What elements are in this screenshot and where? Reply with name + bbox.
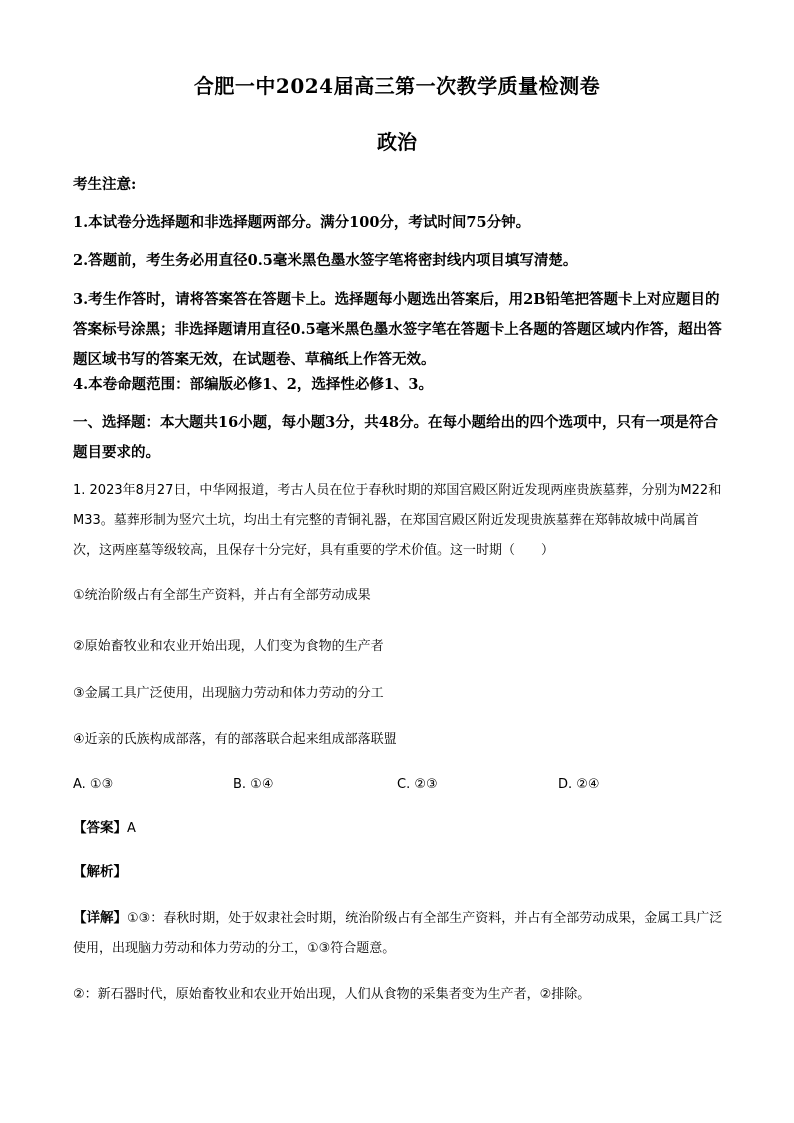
option-d[interactable]: D. ②④ <box>558 777 600 792</box>
option-b[interactable]: B. ①④ <box>233 777 274 792</box>
section-heading: 一、选择题：本大题共16小题，每小题3分，共48分。在每小题给出的四个选项中，只有一项是符合题目要求的。 <box>73 414 718 461</box>
statement-3: ③金属工具广泛使用，出现脑力劳动和体力劳动的分工 <box>73 686 384 701</box>
detail-paragraph-1 <box>73 903 723 964</box>
statement-1: ①统治阶级占有全部生产资料，并占有全部劳动成果 <box>73 588 371 603</box>
notice-item-4: 4.本卷命题范围：部编版必修1、2，选择性必修1、3。 <box>73 376 433 393</box>
detail-paragraph-2: ②：新石器时代，原始畜牧业和农业开始出现，人们从食物的采集者变为生产者，②排除。 <box>73 987 591 1002</box>
question-stem: 1. 2023年8月27日，中华网报道，考古人员在位于春秋时期的郑国宫殿区附近发现两座贵族墓葬，分别为M22和M33。墓葬形制为竖穴土坑，均出土有完整的青铜礼器，在郑国宫殿区附近发现贵族墓葬在郑韩故城中尚属首次，这两座墓等级较高，且保存十分完好，具有重要的学术价值。这一时期（ ） <box>73 483 722 558</box>
answer-tag: 【答案】 <box>73 820 127 836</box>
detail-tag: 【详解】 <box>73 910 127 926</box>
analysis-tag: 【解析】 <box>73 864 127 880</box>
statement-4: ④近亲的氏族构成部落，有的部落联合起来组成部落联盟 <box>73 732 397 747</box>
notice-heading: 考生注意: <box>73 176 137 193</box>
statement-2: ②原始畜牧业和农业开始出现，人们变为食物的生产者 <box>73 639 384 654</box>
option-c[interactable]: C. ②③ <box>397 777 438 792</box>
answer-value: A <box>127 821 136 836</box>
answer-options <box>73 770 723 800</box>
notice-item-1: 1.本试卷分选择题和非选择题两部分。满分100分，考试时间75分钟。 <box>73 214 531 231</box>
subject-title: 政治 <box>377 130 417 154</box>
detail-text-1: ①③：春秋时期，处于奴隶社会时期，统治阶级占有全部生产资料，并占有全部劳动成果，金属工具广泛使用，出现脑力劳动和体力劳动的分工，①③符合题意。 <box>73 911 723 956</box>
notice-item-3: 3.考生作答时，请将答案答在答题卡上。选择题每小题选出答案后，用2B铅笔把答题卡上对应题目的答案标号涂黑；非选择题请用直径0.5毫米黑色墨水签字笔在答题卡上各题的答题区域内作答，超出答题区域书写的答案无效，在试题卷、草稿纸上作答无效。 <box>73 291 722 368</box>
option-a[interactable]: A. ①③ <box>73 777 114 792</box>
answer-line <box>73 813 723 844</box>
analysis-line <box>73 857 723 888</box>
notice-item-2: 2.答题前，考生务必用直径0.5毫米黑色墨水签字笔将密封线内项目填写清楚。 <box>73 252 578 269</box>
document-title: 合肥一中2024届高三第一次教学质量检测卷 <box>193 74 601 98</box>
